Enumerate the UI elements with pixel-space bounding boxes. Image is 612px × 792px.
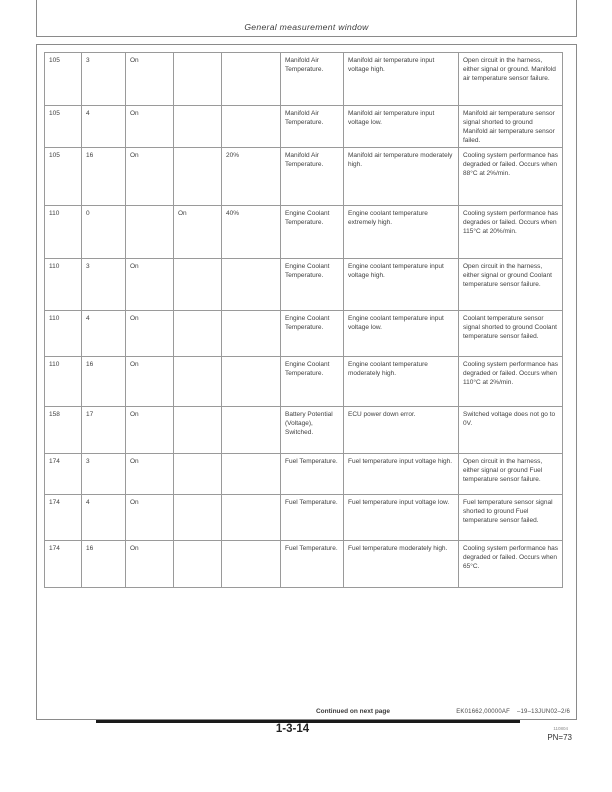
table-row	[45, 541, 563, 588]
cell-description: Manifold air temperature moderately high.	[344, 148, 459, 206]
cell-description: Engine coolant temperature extremely high.	[344, 206, 459, 259]
cell-detail: Open circuit in the harness, either signal or ground Coolant temperature sensor failure.	[459, 259, 563, 311]
cell-detail: Manifold air temperature sensor signal shorted to ground Manifold air temperature sensor failed.	[459, 106, 563, 148]
cell-on-primary: On	[126, 407, 174, 454]
cell-description: Fuel temperature moderately high.	[344, 541, 459, 588]
cell-on-secondary	[174, 106, 222, 148]
cell-fmi: 3	[82, 259, 126, 311]
cell-percent	[222, 259, 281, 311]
cell-fmi: 3	[82, 53, 126, 106]
table-row	[45, 311, 563, 357]
cell-on-secondary	[174, 454, 222, 495]
cell-on-secondary	[174, 259, 222, 311]
cell-on-secondary	[174, 495, 222, 541]
cell-percent	[222, 311, 281, 357]
page-title: General measurement window	[244, 22, 369, 32]
cell-component: Fuel Temperature.	[281, 454, 344, 495]
cell-component: Engine Coolant Temperature.	[281, 357, 344, 407]
cell-on-primary: On	[126, 357, 174, 407]
cell-on-primary: On	[126, 53, 174, 106]
cell-fmi: 16	[82, 541, 126, 588]
cell-detail: Coolant temperature sensor signal shorted to ground Coolant temperature sensor failed.	[459, 311, 563, 357]
print-code: 110804	[553, 726, 568, 731]
cell-description: ECU power down error.	[344, 407, 459, 454]
cell-spn: 105	[45, 148, 82, 206]
cell-percent	[222, 454, 281, 495]
cell-spn: 110	[45, 259, 82, 311]
cell-spn: 110	[45, 311, 82, 357]
cell-on-primary: On	[126, 148, 174, 206]
cell-percent	[222, 495, 281, 541]
cell-on-primary: On	[126, 106, 174, 148]
cell-on-primary	[126, 206, 174, 259]
cell-description: Fuel temperature input voltage high.	[344, 454, 459, 495]
cell-description: Manifold air temperature input voltage high.	[344, 53, 459, 106]
cell-description: Engine coolant temperature input voltage low.	[344, 311, 459, 357]
table-row	[45, 206, 563, 259]
table-row	[45, 53, 563, 106]
cell-fmi: 17	[82, 407, 126, 454]
cell-component: Manifold Air Temperature.	[281, 106, 344, 148]
cell-detail: Fuel temperature sensor signal shorted to ground Fuel temperature sensor failed.	[459, 495, 563, 541]
doc-code-id: EK01662,00000AF	[456, 709, 510, 715]
cell-percent: 40%	[222, 206, 281, 259]
cell-description: Fuel temperature input voltage low.	[344, 495, 459, 541]
cell-description: Engine coolant temperature moderately high.	[344, 357, 459, 407]
cell-fmi: 4	[82, 106, 126, 148]
cell-spn: 174	[45, 541, 82, 588]
cell-spn: 158	[45, 407, 82, 454]
cell-fmi: 4	[82, 495, 126, 541]
cell-fmi: 4	[82, 311, 126, 357]
cell-component: Fuel Temperature.	[281, 541, 344, 588]
pn-number: PN=73	[547, 733, 572, 742]
cell-on-secondary	[174, 407, 222, 454]
cell-on-secondary	[174, 541, 222, 588]
page-number: 1-3-14	[275, 723, 310, 735]
cell-component: Fuel Temperature.	[281, 495, 344, 541]
cell-detail: Open circuit in the harness, either signal or ground Fuel temperature sensor failure.	[459, 454, 563, 495]
table-row	[45, 106, 563, 148]
cell-spn: 110	[45, 206, 82, 259]
cell-fmi: 16	[82, 148, 126, 206]
cell-description: Engine coolant temperature input voltage high.	[344, 259, 459, 311]
cell-description: Manifold air temperature input voltage low.	[344, 106, 459, 148]
cell-percent	[222, 541, 281, 588]
cell-detail: Open circuit in the harness, either signal or ground. Manifold air temperature sensor failure.	[459, 53, 563, 106]
cell-detail: Cooling system performance has degraded or failed. Occurs when 65°C.	[459, 541, 563, 588]
cell-component: Engine Coolant Temperature.	[281, 206, 344, 259]
cell-spn: 105	[45, 106, 82, 148]
table-row	[45, 454, 563, 495]
cell-detail: Cooling system performance has degrades or failed. Occurs when 115°C at 20%/min.	[459, 206, 563, 259]
cell-spn: 174	[45, 495, 82, 541]
cell-on-primary: On	[126, 495, 174, 541]
cell-percent	[222, 407, 281, 454]
cell-on-secondary	[174, 53, 222, 106]
cell-fmi: 0	[82, 206, 126, 259]
cell-percent	[222, 357, 281, 407]
table-row	[45, 148, 563, 206]
table-row	[45, 495, 563, 541]
cell-on-primary: On	[126, 259, 174, 311]
cell-component: Engine Coolant Temperature.	[281, 259, 344, 311]
continued-note: Continued on next page	[315, 708, 390, 715]
cell-component: Manifold Air Temperature.	[281, 148, 344, 206]
cell-percent: 20%	[222, 148, 281, 206]
cell-on-primary: On	[126, 541, 174, 588]
cell-spn: 110	[45, 357, 82, 407]
cell-percent	[222, 106, 281, 148]
diagnostic-table	[44, 52, 563, 588]
cell-fmi: 16	[82, 357, 126, 407]
cell-percent	[222, 53, 281, 106]
cell-detail: Cooling system performance has degraded or failed. Occurs when 88°C at 2%/min.	[459, 148, 563, 206]
cell-on-secondary	[174, 311, 222, 357]
cell-on-primary: On	[126, 454, 174, 495]
doc-code	[456, 709, 570, 715]
cell-on-secondary	[174, 148, 222, 206]
doc-code-date: –19–13JUN02–2/6	[516, 709, 570, 715]
cell-on-secondary: On	[174, 206, 222, 259]
cell-component: Manifold Air Temperature.	[281, 53, 344, 106]
cell-detail: Switched voltage does not go to 0V.	[459, 407, 563, 454]
table-row	[45, 407, 563, 454]
cell-component: Engine Coolant Temperature.	[281, 311, 344, 357]
cell-fmi: 3	[82, 454, 126, 495]
cell-spn: 105	[45, 53, 82, 106]
cell-on-primary: On	[126, 311, 174, 357]
cell-on-secondary	[174, 357, 222, 407]
header-box	[36, 0, 577, 37]
cell-detail: Cooling system performance has degraded or failed. Occurs when 110°C at 2%/min.	[459, 357, 563, 407]
cell-spn: 174	[45, 454, 82, 495]
table-row	[45, 259, 563, 311]
table-row	[45, 357, 563, 407]
cell-component: Battery Potential (Voltage), Switched.	[281, 407, 344, 454]
